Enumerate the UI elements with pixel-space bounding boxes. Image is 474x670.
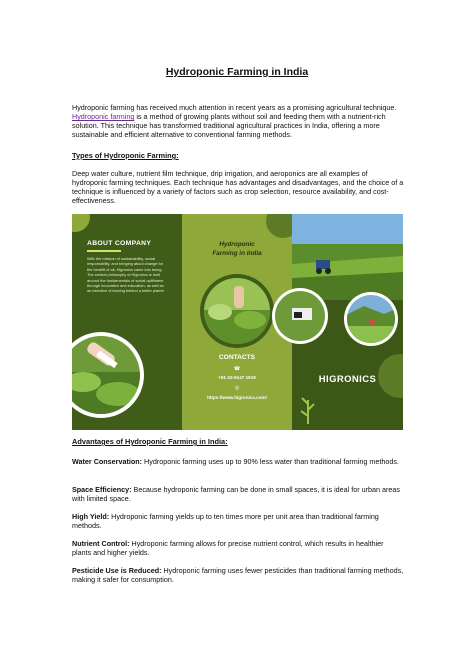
advantage-text: Because hydroponic farming can be done in small spaces, it is ideal for urban areas with limited space. bbox=[72, 485, 401, 503]
about-company-title: ABOUT COMPANY bbox=[87, 240, 152, 247]
crop-photo bbox=[200, 274, 274, 348]
phone-icon: ☎ bbox=[233, 366, 241, 372]
photo-ring bbox=[272, 288, 328, 344]
advantages-heading: Advantages of Hydroponic Farming in India: bbox=[72, 437, 228, 446]
advantage-item bbox=[72, 485, 404, 503]
advantage-item bbox=[72, 566, 404, 584]
advantage-label: Pesticide Use is Reduced: bbox=[72, 566, 162, 575]
decor-circle bbox=[72, 214, 90, 232]
brochure-panel-about bbox=[72, 214, 182, 430]
advantage-text: Hydroponic farming yields up to ten times more per unit area than traditional farming methods. bbox=[72, 512, 379, 530]
brochure-panel-brand bbox=[292, 214, 403, 430]
photo-ring bbox=[344, 292, 398, 346]
photo-ring bbox=[200, 274, 274, 348]
advantage-text: Hydroponic farming allows for precise nutrient control, which results in healthier plants and higher yields. bbox=[72, 539, 384, 557]
brochure-title-line1: Hydroponic bbox=[219, 241, 255, 248]
photo-ring bbox=[72, 332, 144, 418]
contact-phone: +91-22-6147 1919 bbox=[218, 375, 256, 380]
intro-text-before: Hydroponic farming has received much attention in recent years as a promising agricultural technique. bbox=[72, 103, 397, 112]
brochure-image bbox=[72, 214, 403, 430]
advantage-item bbox=[72, 539, 404, 557]
advantage-label: Space Efficiency: bbox=[72, 485, 132, 494]
contact-website: https://www.higronics.com/ bbox=[207, 395, 267, 400]
about-underline bbox=[87, 250, 121, 252]
advantage-label: High Yield: bbox=[72, 512, 110, 521]
globe-icon: ◎ bbox=[234, 385, 240, 391]
hand-with-plants-photo bbox=[72, 332, 144, 418]
contacts-title: CONTACTS bbox=[218, 354, 256, 361]
advantage-item bbox=[72, 512, 404, 530]
intro-text-after: is a method of growing plants without soil and feeding them with a nutrient-rich solution. This technique has transformed traditional agricultural practices in India, offering a more sustainable and efficient alternative to conventional farming methods. bbox=[72, 112, 386, 139]
types-heading: Types of Hydroponic Farming: bbox=[72, 151, 179, 160]
advantage-label: Water Conservation: bbox=[72, 457, 143, 466]
leaf-icon bbox=[298, 394, 318, 424]
hydroponic-farming-link[interactable]: Hydroponic farming bbox=[72, 112, 135, 121]
company-name: HIGRONICS bbox=[318, 374, 377, 385]
advantage-item bbox=[72, 457, 404, 466]
types-paragraph: Deep water culture, nutrient film technique, drip irrigation, and aeroponics are all examples of hydroponic farming techniques. Each technique has advantages and disadvantages, and the choice of a technique is influenced by a variety of factors such as crop selection, resource availability, and cost-effectiveness. bbox=[72, 169, 404, 205]
advantage-label: Nutrient Control: bbox=[72, 539, 130, 548]
page-title: Hydroponic Farming in India bbox=[165, 66, 309, 78]
brochure-title bbox=[182, 240, 292, 258]
cattle-photo bbox=[272, 288, 328, 344]
farmers-photo bbox=[344, 292, 398, 346]
brochure-title-line2: Farming in India bbox=[212, 250, 262, 257]
about-company-text: With the mission of sustainability, social responsibility, and bringing about change for the benefit of all, Higronics came into being. The central philosophy of Higronics is built around the fundamentals of social upliftment through innovation and education, as well as an intention of leaving behind a better planet. bbox=[87, 256, 165, 294]
advantage-text: Hydroponic farming uses fewer pesticides than traditional farming methods, making it safer for consumption. bbox=[72, 566, 404, 584]
intro-paragraph bbox=[72, 103, 404, 139]
advantage-text: Hydroponic farming uses up to 90% less water than traditional farming methods. bbox=[144, 457, 399, 466]
